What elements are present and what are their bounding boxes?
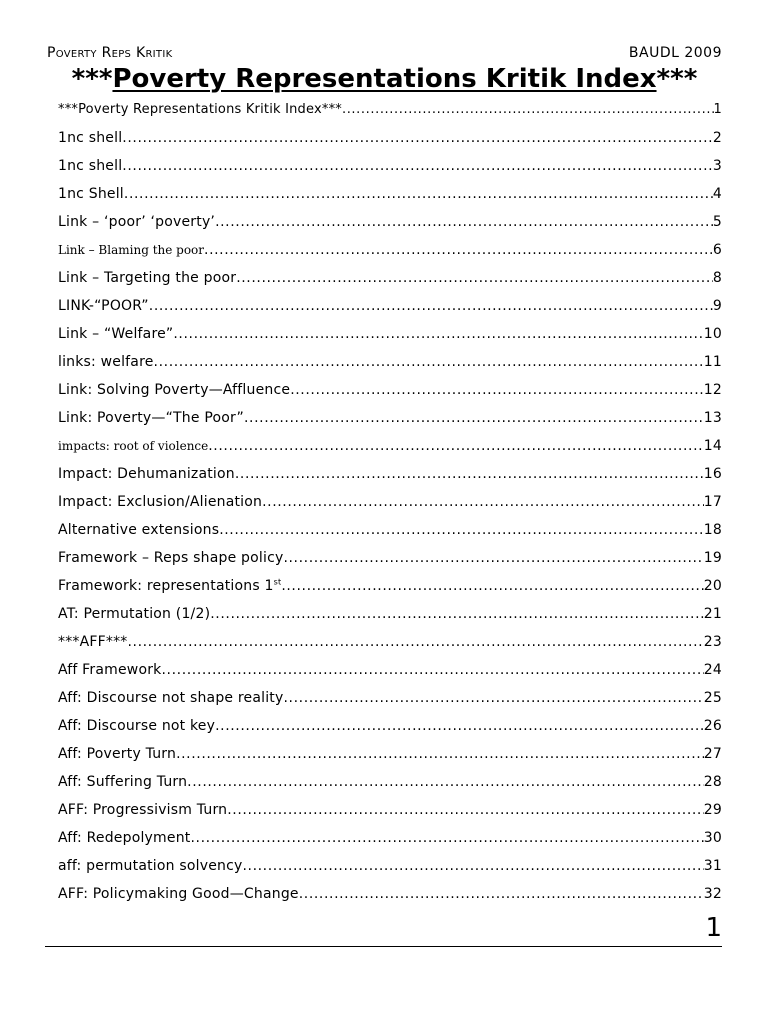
- dot-leader: [219, 516, 704, 544]
- dot-leader: [299, 880, 704, 908]
- running-header-author-year: BAUDL 2009: [628, 45, 722, 61]
- toc-entry-page: 11: [703, 354, 722, 370]
- dot-leader: [284, 684, 704, 712]
- toc-entry-page: 21: [703, 606, 722, 622]
- toc-entry-label-text: Framework: representations 1: [58, 578, 274, 594]
- toc-entry-page: 12: [703, 382, 722, 398]
- toc-entry[interactable]: [58, 292, 722, 320]
- toc-entry[interactable]: [58, 768, 722, 796]
- dot-leader: [122, 152, 713, 180]
- toc-entry[interactable]: [58, 152, 722, 180]
- dot-leader: [236, 264, 713, 292]
- toc-entry-label: AT: Permutation (1/2): [58, 606, 211, 622]
- toc-entry[interactable]: [58, 656, 722, 684]
- toc-entry-page: 14: [703, 438, 722, 454]
- toc-entry[interactable]: [58, 320, 722, 348]
- toc-entry-label: aff: permutation solvency: [58, 858, 243, 874]
- toc-entry[interactable]: [58, 124, 722, 152]
- toc-entry[interactable]: [58, 600, 722, 628]
- dot-leader: [122, 124, 713, 152]
- toc-entry-label: AFF: Policymaking Good—Change: [58, 886, 299, 902]
- toc-entry-page: 29: [703, 802, 722, 818]
- toc-entry-page: 28: [703, 774, 722, 790]
- toc-entry[interactable]: [58, 208, 722, 236]
- toc-entry-label: impacts: root of violence: [58, 439, 209, 453]
- toc-entry-label: Link: Poverty—“The Poor”: [58, 410, 244, 426]
- dot-leader: [342, 96, 714, 124]
- toc-entry-page: 1: [713, 102, 722, 117]
- dot-leader: [176, 740, 704, 768]
- toc-entry[interactable]: [58, 264, 722, 292]
- toc-entry-label: Link – ‘poor’ ‘poverty’: [58, 214, 216, 230]
- toc-entry-page: 26: [703, 718, 722, 734]
- footer-divider: [45, 946, 722, 947]
- dot-leader: [149, 292, 713, 320]
- title-suffix: ***: [656, 64, 698, 94]
- toc-entry-label: Framework – Reps shape policy: [58, 550, 284, 566]
- toc-entry[interactable]: [58, 796, 722, 824]
- dot-leader: [190, 824, 703, 852]
- toc-entry-label: [58, 572, 281, 600]
- dot-leader: [208, 432, 704, 460]
- dot-leader: [127, 628, 703, 656]
- toc-entry-page: 6: [712, 242, 722, 258]
- toc-entry-label: Impact: Dehumanization: [58, 466, 235, 482]
- dot-leader: [235, 460, 704, 488]
- toc-entry-label: 1nc shell: [58, 158, 123, 174]
- dot-leader: [162, 656, 704, 684]
- toc-entry[interactable]: [58, 460, 722, 488]
- toc-entry-page: 3: [712, 158, 722, 174]
- dot-leader: [242, 852, 703, 880]
- toc-entry-label: Aff: Discourse not shape reality: [58, 690, 284, 706]
- toc-entry[interactable]: [58, 376, 722, 404]
- toc-entry-label: Aff Framework: [58, 662, 162, 678]
- document-title: [47, 64, 722, 94]
- toc-entry-label: Alternative extensions: [58, 522, 220, 538]
- toc-entry[interactable]: [58, 824, 722, 852]
- dot-leader: [283, 544, 703, 572]
- page-number: 1: [705, 913, 722, 943]
- toc-entry[interactable]: [58, 236, 722, 264]
- toc-entry-page: 32: [703, 886, 722, 902]
- toc-entry-label: Aff: Redepolyment: [58, 830, 191, 846]
- toc-entry-label: AFF: Progressivism Turn: [58, 802, 228, 818]
- toc-entry[interactable]: [58, 488, 722, 516]
- dot-leader: [187, 768, 704, 796]
- dot-leader: [281, 572, 703, 600]
- toc-entry-page: 30: [703, 830, 722, 846]
- toc-entry-label: Impact: Exclusion/Alienation: [58, 494, 263, 510]
- toc-entry-label: Link: Solving Poverty—Affluence: [58, 382, 291, 398]
- toc-entry-page: 5: [712, 214, 722, 230]
- toc-entry-page: 25: [703, 690, 722, 706]
- dot-leader: [124, 180, 713, 208]
- toc-entry-page: 19: [703, 550, 722, 566]
- dot-leader: [173, 320, 703, 348]
- toc-entry[interactable]: [58, 684, 722, 712]
- toc-entry-label: LINK-“POOR”: [58, 298, 149, 314]
- dot-leader: [154, 348, 704, 376]
- toc-entry-page: 8: [712, 270, 722, 286]
- toc-entry[interactable]: [58, 628, 722, 656]
- toc-entry[interactable]: [58, 432, 722, 460]
- toc-entry[interactable]: [58, 852, 722, 880]
- dot-leader: [215, 712, 704, 740]
- toc-entry-label: Aff: Discourse not key: [58, 718, 216, 734]
- toc-entry-page: 13: [703, 410, 722, 426]
- toc-entry-page: 16: [703, 466, 722, 482]
- ordinal-suffix: st: [273, 577, 282, 587]
- toc-entry-label: Aff: Poverty Turn: [58, 746, 177, 762]
- toc-entry-page: 24: [703, 662, 722, 678]
- toc-entry[interactable]: [58, 516, 722, 544]
- toc-entry-label: 1nc shell: [58, 130, 123, 146]
- toc-entry[interactable]: [58, 572, 722, 600]
- running-header-title: Poverty Reps Kritik: [47, 45, 173, 61]
- toc-entry-label: Aff: Suffering Turn: [58, 774, 188, 790]
- toc-entry-page: 4: [712, 186, 722, 202]
- dot-leader: [262, 488, 704, 516]
- title-main: Poverty Representations Kritik Index: [112, 64, 657, 94]
- toc-entry-page: 23: [703, 634, 722, 650]
- toc-entry[interactable]: [58, 740, 722, 768]
- dot-leader: [204, 236, 713, 264]
- toc-entry-label: ***Poverty Representations Kritik Index***: [58, 102, 342, 117]
- toc-entry[interactable]: [58, 712, 722, 740]
- toc-entry-label: Link – Blaming the poor: [58, 243, 205, 257]
- toc-entry-label: ***AFF***: [58, 634, 128, 650]
- toc-entry-label: links: welfare: [58, 354, 154, 370]
- dot-leader: [215, 208, 713, 236]
- toc-entry[interactable]: [58, 180, 722, 208]
- toc-entry[interactable]: [58, 96, 722, 124]
- toc-entry-page: 9: [712, 298, 722, 314]
- toc-entry-label: Link – “Welfare”: [58, 326, 174, 342]
- toc-entry-label: 1nc Shell: [58, 186, 124, 202]
- toc-entry[interactable]: [58, 404, 722, 432]
- dot-leader: [227, 796, 704, 824]
- dot-leader: [290, 376, 704, 404]
- toc-entry-page: 17: [703, 494, 722, 510]
- dot-leader: [210, 600, 704, 628]
- toc-entry-page: 18: [703, 522, 722, 538]
- toc-entry[interactable]: [58, 880, 722, 908]
- toc-entry-page: 31: [703, 858, 722, 874]
- title-prefix: ***: [71, 64, 113, 94]
- dot-leader: [244, 404, 704, 432]
- toc-entry-page: 10: [703, 326, 722, 342]
- table-of-contents: [58, 96, 722, 908]
- toc-entry-page: 20: [703, 578, 722, 594]
- toc-entry-page: 27: [703, 746, 722, 762]
- toc-entry-page: 2: [712, 130, 722, 146]
- toc-entry[interactable]: [58, 348, 722, 376]
- toc-entry[interactable]: [58, 544, 722, 572]
- toc-entry-label: Link – Targeting the poor: [58, 270, 237, 286]
